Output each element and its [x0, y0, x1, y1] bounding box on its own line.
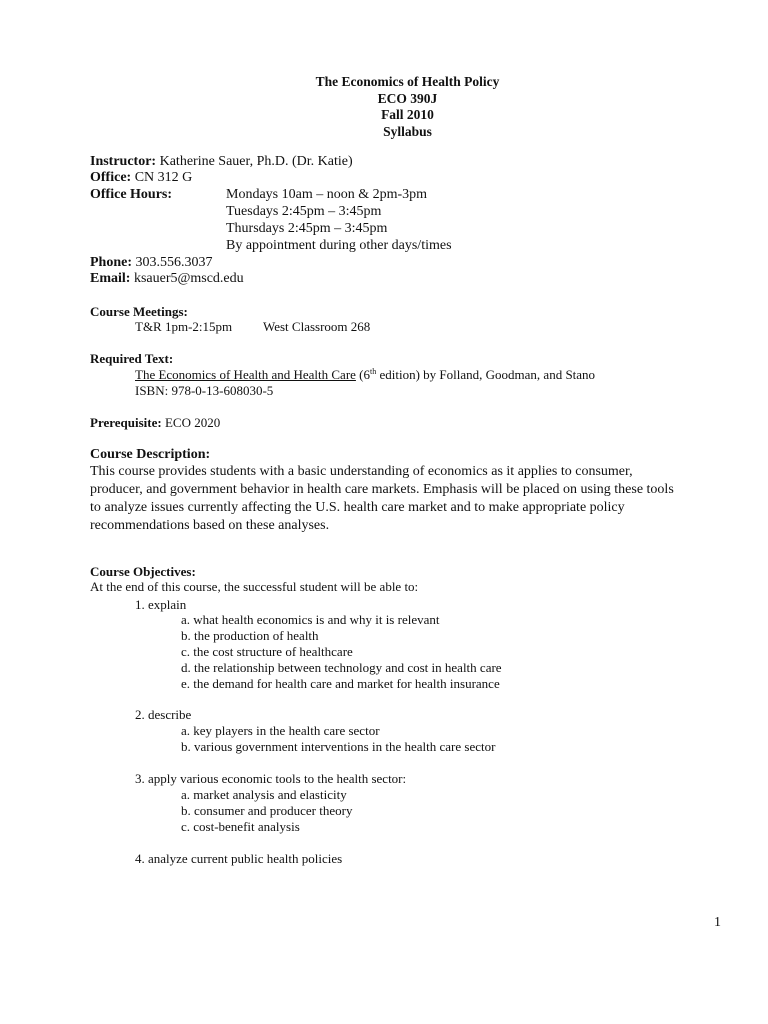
- prerequisite-label: Prerequisite:: [90, 415, 162, 430]
- objective-heading: 1. explain: [135, 597, 187, 612]
- book-edition-rest: edition) by Folland, Goodman, and Stano: [376, 367, 596, 382]
- course-meetings-location: West Classroom 268: [263, 319, 371, 334]
- objective-item: a. market analysis and elasticity: [181, 787, 347, 802]
- instructor-label: Instructor:: [90, 154, 157, 169]
- phone-row: [90, 255, 213, 271]
- book-edition-open: (6: [359, 367, 371, 382]
- course-description-label: Course Description:: [90, 447, 211, 462]
- prerequisite-value: ECO 2020: [164, 415, 221, 430]
- office-hours-row: Thursdays 2:45pm – 3:45pm: [226, 221, 388, 236]
- course-description-line: to analyze issues currently affecting the U.S. health care market and to make appropriate policy: [90, 500, 625, 515]
- course-meetings-time: T&R 1pm-2:15pm: [135, 319, 233, 334]
- objective-heading: 4. analyze current public health policies: [135, 851, 343, 866]
- objective-item: c. the cost structure of healthcare: [181, 644, 353, 659]
- course-description-line: producer, and government behavior in health care markets. Emphasis will be placed on using these tools: [90, 482, 674, 497]
- office-hours-row: Tuesdays 2:45pm – 3:45pm: [226, 204, 382, 219]
- course-objectives-intro: At the end of this course, the successful student will be able to:: [90, 579, 419, 594]
- office-value: CN 312 G: [134, 170, 193, 185]
- email-label: Email:: [90, 271, 131, 286]
- course-objectives-label: Course Objectives:: [90, 564, 196, 579]
- course-code: ECO 390J: [377, 90, 438, 106]
- office-hours-row: Mondays 10am – noon & 2pm-3pm: [226, 187, 428, 202]
- document-header: [0, 74, 768, 140]
- objective-heading: 2. describe: [135, 707, 192, 722]
- course-meetings-label: Course Meetings:: [90, 304, 188, 319]
- document-type: Syllabus: [383, 123, 432, 139]
- objective-item: a. what health economics is and why it is relevant: [181, 612, 440, 627]
- objective-item: a. key players in the health care sector: [181, 723, 380, 738]
- course-description-line: This course provides students with a basic understanding of economics as it applies to consumer,: [90, 464, 633, 479]
- book-title: The Economics of Health and Health Care: [135, 367, 356, 382]
- email-row: [90, 271, 244, 287]
- email-value: ksauer5@mscd.edu: [133, 271, 244, 286]
- page-number: 1: [714, 915, 721, 930]
- course-term: Fall 2010: [381, 107, 434, 122]
- phone-label: Phone:: [90, 255, 132, 270]
- course-description-line: recommendations based on these analyses.: [90, 518, 330, 533]
- objective-item: d. the relationship between technology and cost in health care: [181, 660, 502, 675]
- objective-heading: 3. apply various economic tools to the health sector:: [135, 771, 407, 786]
- prerequisite-row: [90, 415, 220, 431]
- objective-item: e. the demand for health care and market for health insurance: [181, 676, 500, 691]
- phone-value: 303.556.3037: [135, 255, 213, 270]
- office-hours-row: By appointment during other days/times: [226, 238, 452, 253]
- book-edition-sup: th: [370, 367, 377, 376]
- office-row: [90, 170, 192, 186]
- office-hours-label: Office Hours:: [90, 187, 173, 202]
- required-text-row: [135, 367, 595, 383]
- instructor-value: Katherine Sauer, Ph.D. (Dr. Katie): [159, 154, 353, 169]
- objective-item: c. cost-benefit analysis: [181, 819, 300, 834]
- required-text-label: Required Text:: [90, 351, 174, 366]
- instructor-row: [90, 154, 353, 170]
- document-title: The Economics of Health Policy: [315, 74, 500, 89]
- office-label: Office:: [90, 170, 132, 185]
- objective-item: b. various government interventions in the health care sector: [181, 739, 496, 754]
- objective-item: b. the production of health: [181, 628, 319, 643]
- objective-item: b. consumer and producer theory: [181, 803, 353, 818]
- book-isbn: ISBN: 978-0-13-608030-5: [135, 383, 274, 398]
